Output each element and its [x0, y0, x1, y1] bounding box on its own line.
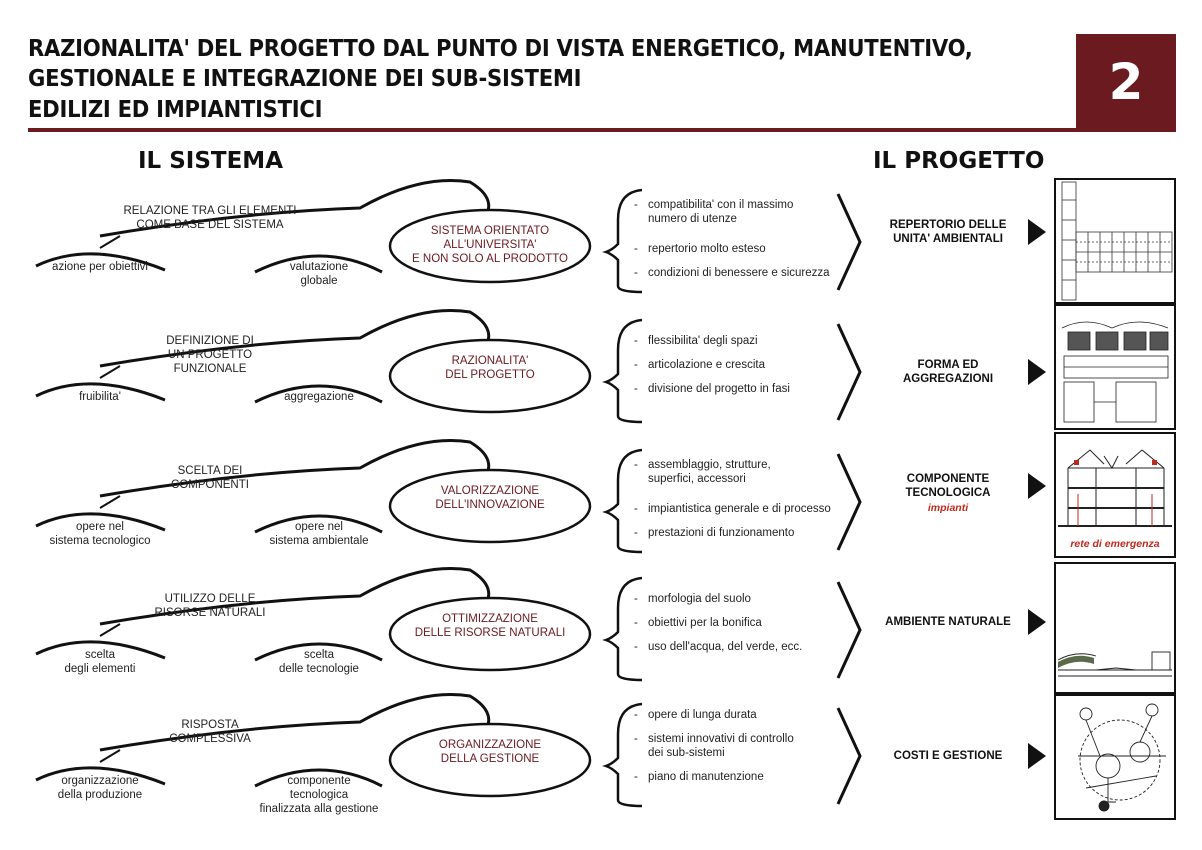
detail-item: assemblaggio, strutture, superfici, accessori [648, 459, 771, 485]
item-bullet: - [634, 459, 638, 471]
detail-item: obiettivi per la bonifica [648, 617, 762, 629]
item-bullet: - [634, 359, 638, 371]
detail-item: flessibilita' degli spazi [648, 335, 758, 347]
project-arrow-icon [1028, 359, 1046, 385]
items-chevron [838, 194, 860, 290]
column-heading-project: IL PROGETTO [873, 148, 1045, 174]
item-bullet: - [634, 641, 638, 653]
item-bullet: - [634, 771, 638, 783]
project-arrow-icon [1028, 219, 1046, 245]
right-branch-label: opere nel sistema ambientale [269, 521, 369, 547]
detail-item: sistemi innovativi di controllo dei sub-sistemi [648, 733, 794, 759]
system-label: RISPOSTA COMPLESSIVA [169, 719, 251, 745]
panel-natural-environment [1054, 562, 1176, 694]
system-label: SCELTA DEI COMPONENTI [171, 465, 249, 491]
left-branch-label: scelta degli elementi [64, 649, 136, 675]
item-bullet: - [634, 527, 638, 539]
right-branch-label: scelta delle tecnologie [279, 649, 359, 675]
system-label: DEFINIZIONE DI UN PROGETTO FUNZIONALE [166, 335, 254, 375]
item-bullet: - [634, 199, 638, 211]
system-label: RELAZIONE TRA GLI ELEMENTI COME BASE DEL SISTEMA [123, 205, 297, 231]
concept-oval-label: ORGANIZZAZIONE DELLA GESTIONE [438, 739, 542, 765]
project-note: impianti [927, 502, 969, 514]
title-line-1: RAZIONALITA' DEL PROGETTO DAL PUNTO DI VISTA ENERGETICO, MANUTENTIVO, [28, 36, 973, 62]
project-arrow-icon [1028, 743, 1046, 769]
item-bullet: - [634, 503, 638, 515]
concept-oval-label: SISTEMA ORIENTATO ALL'UNIVERSITA' E NON SOLO AL PRODOTTO [412, 225, 568, 265]
item-bullet: - [634, 267, 638, 279]
branch-connector [100, 236, 120, 248]
item-bullet: - [634, 243, 638, 255]
items-chevron [838, 454, 860, 550]
right-branch-label: componente tecnologica finalizzata alla gestione [259, 775, 379, 815]
branch-connector [100, 624, 120, 636]
items-chevron [838, 324, 860, 420]
item-bullet: - [634, 593, 638, 605]
concept-oval-label: OTTIMIZZAZIONE DELLE RISORSE NATURALI [414, 613, 566, 639]
left-branch-label: organizzazione della produzione [57, 775, 143, 801]
project-label: FORMA ED AGGREGAZIONI [902, 359, 994, 385]
item-bullet: - [634, 733, 638, 745]
items-chevron [838, 582, 860, 678]
branch-connector [100, 496, 120, 508]
detail-item: uso dell'acqua, del verde, ecc. [648, 641, 803, 653]
detail-item: morfologia del suolo [648, 593, 751, 605]
item-bullet: - [634, 335, 638, 347]
system-label: UTILIZZO DELLE RISORSE NATURALI [154, 593, 266, 619]
panel-technological-section [1054, 432, 1176, 558]
title-line-2: GESTIONALE E INTEGRAZIONE DEI SUB-SISTEMI [28, 66, 582, 92]
page-number: 2 [1108, 53, 1144, 111]
branch-connector [100, 750, 120, 762]
detail-item: impiantistica generale e di processo [648, 503, 831, 515]
detail-item: prestazioni di funzionamento [648, 527, 795, 539]
panel-caption: rete di emergenza [1070, 538, 1160, 550]
project-label: COMPONENTE TECNOLOGICA [905, 473, 991, 499]
left-branch-label: fruibilita' [79, 391, 121, 403]
project-arrow-icon [1028, 609, 1046, 635]
column-heading-system: IL SISTEMA [138, 148, 283, 174]
concept-oval-label: RAZIONALITA' DEL PROGETTO [445, 355, 535, 381]
project-label: REPERTORIO DELLE UNITA' AMBIENTALI [889, 219, 1007, 245]
panel-management-scheme [1054, 694, 1176, 820]
panel-aggregation [1054, 304, 1176, 430]
detail-item: divisione del progetto in fasi [648, 383, 790, 395]
item-bullet: - [634, 383, 638, 395]
items-chevron [838, 708, 860, 804]
detail-item: articolazione e crescita [648, 359, 765, 371]
concept-oval-label: VALORIZZAZIONE DELL'INNOVAZIONE [435, 485, 545, 511]
title-line-3: EDILIZI ED IMPIANTISTICI [28, 97, 323, 123]
panel-floor-plan [1054, 178, 1176, 304]
project-label: AMBIENTE NATURALE [885, 616, 1011, 628]
detail-item: repertorio molto esteso [648, 243, 766, 255]
project-label: COSTI E GESTIONE [893, 750, 1003, 762]
left-branch-label: opere nel sistema tecnologico [49, 521, 151, 547]
left-branch-label: azione per obiettivi [52, 261, 148, 273]
project-arrow-icon [1028, 473, 1046, 499]
item-bullet: - [634, 617, 638, 629]
item-bullet: - [634, 709, 638, 721]
right-branch-label: valutazione globale [289, 261, 349, 287]
detail-item: condizioni di benessere e sicurezza [648, 267, 830, 279]
right-branch-label: aggregazione [284, 391, 354, 403]
detail-item: opere di lunga durata [648, 709, 757, 721]
detail-item: piano di manutenzione [648, 771, 764, 783]
detail-item: compatibilita' con il massimo numero di utenze [648, 199, 794, 225]
